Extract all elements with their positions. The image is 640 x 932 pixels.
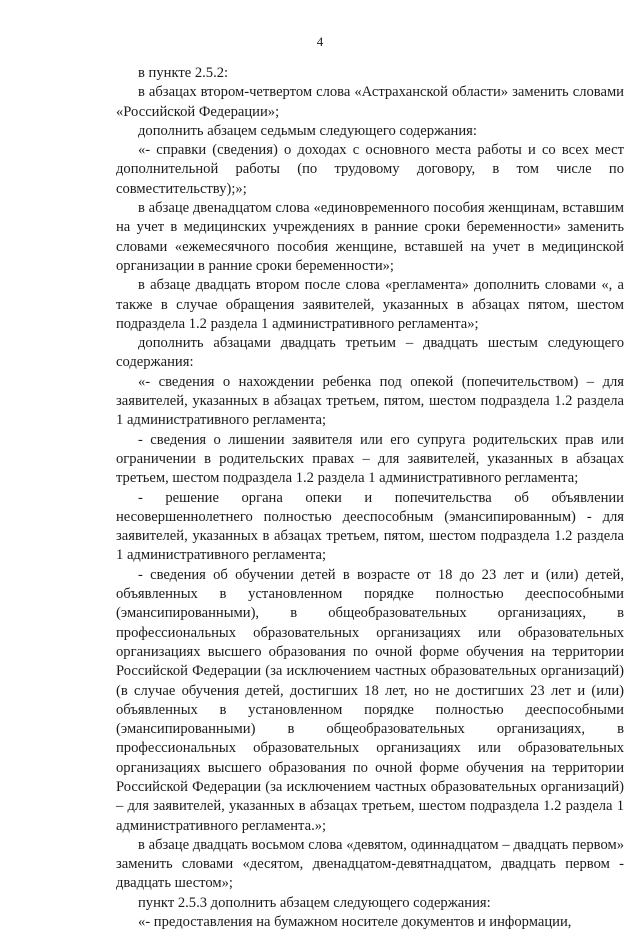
paragraph: «- предоставления на бумажном носителе документов и информации, [138, 914, 572, 931]
paragraph: - сведения об обучении детей в возрасте от 18 до 23 лет и (или) детей, объявленных в установленном порядке полностью дееспособными (эмансипированными), в общеобразовательных организациях, в профессиональных образовательных организациях или образовательных организациях высшего образования по очной форме обучения на территории Российской Федерации (за исключением частных образовательных организаций) (в случае обучения детей, достигших 18 лет, но не достигших 23 лет и (или) объявленных в установленном порядке полностью дееспособными (эмансипированными) в общеобразовательных организациях, в профессиональных образовательных организациях или образовательных организациях высшего образования по очной форме обучения на территории Российской Федерации (за исключением частных образовательных организаций) – для заявителей, указанных в абзацах третьем, шестом подраздела 1.2 раздела 1 административного регламента.»; [116, 566, 624, 834]
page-number: 4 [316, 34, 324, 49]
paragraph: в абзацах втором-четвертом слова «Астраханской области» заменить словами «Российской Федерации»; [116, 84, 624, 120]
paragraph: дополнить абзацем седьмым следующего содержания: [138, 122, 477, 139]
paragraph: - сведения о лишении заявителя или его супруга родительских прав или ограничении в родительских правах – для заявителей, указанных в абзацах третьем, шестом подраздела 1.2 раздела 1 административного регламента; [116, 431, 624, 487]
paragraph: дополнить абзацами двадцать третьим – двадцать шестым следующего содержания: [116, 335, 624, 371]
paragraph: пункт 2.5.3 дополнить абзацем следующего содержания: [138, 894, 491, 911]
paragraph: в абзаце двенадцатом слова «единовременного пособия женщинам, вставшим на учет в медицинских учреждениях в ранние сроки беременности» заменить словами «ежемесячного пособия женщине, вставшей на учет в медицинской организации в ранние сроки беременности»; [116, 200, 624, 274]
paragraph: - решение органа опеки и попечительства об объявлении несовершеннолетнего полностью дееспособным (эмансипированным) - для заявителей, указанных в абзацах третьем, пятом, шестом подраздела 1.2 раздела 1 административного регламента; [116, 489, 624, 564]
paragraph: в абзаце двадцать втором после слова «регламента» дополнить словами «, а также в случае обращения заявителей, указанных в абзацах пятом, шестом подраздела 1.2 раздела 1 административного регламента»; [116, 277, 624, 332]
paragraph: в абзаце двадцать восьмом слова «девятом, одиннадцатом – двадцать первом» заменить словами «десятом, двенадцатом-девятнадцатом, двадцать первом - двадцать шестом»; [116, 836, 624, 892]
paragraph: «- сведения о нахождении ребенка под опекой (попечительством) – для заявителей, указанных в абзацах третьем, пятом, шестом подраздела 1.2 раздела 1 административного регламента; [116, 373, 624, 429]
paragraph: «- справки (сведения) о доходах с основного места работы и со всех мест дополнительной работы (по трудовому договору, в том числе по совместительству);»; [116, 142, 624, 197]
document-body [116, 64, 624, 932]
paragraph: в пункте 2.5.2: [138, 65, 229, 81]
